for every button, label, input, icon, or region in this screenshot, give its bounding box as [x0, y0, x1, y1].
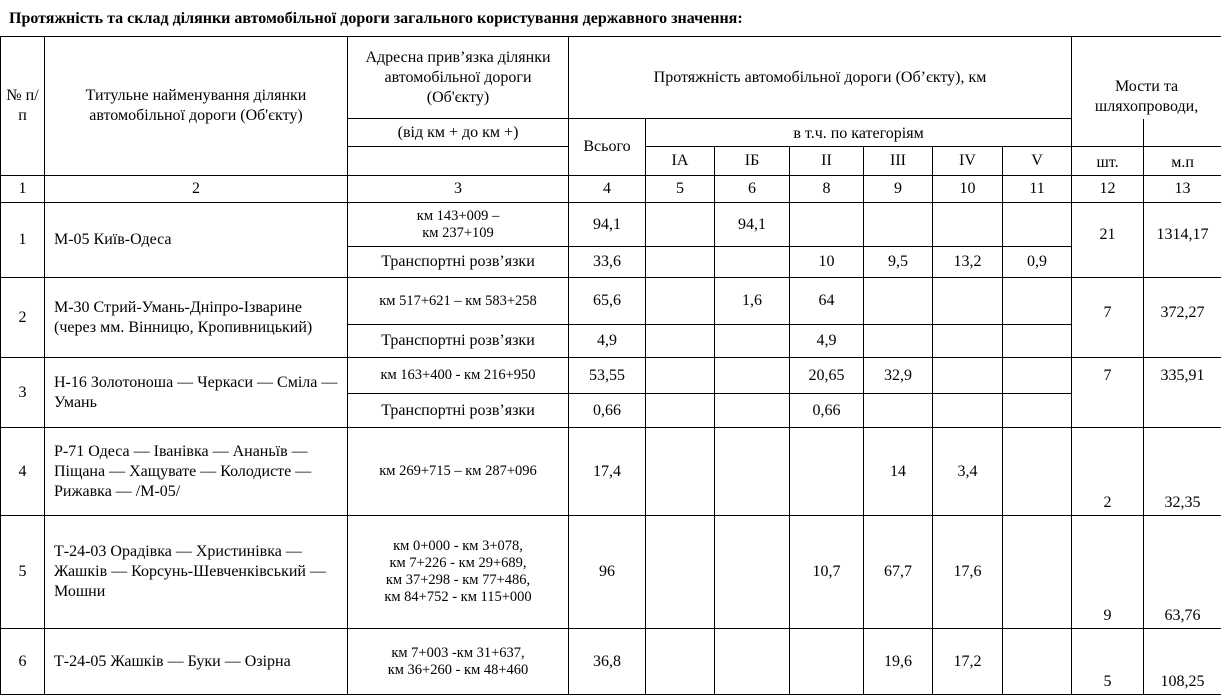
col-number: 4	[569, 176, 646, 203]
col-number: 6	[715, 176, 790, 203]
row-cat-4: 17,6	[933, 516, 1003, 629]
row-cat-1a	[646, 629, 715, 695]
row-sub-total: 0,66	[569, 394, 646, 428]
row-cat-1b	[715, 629, 790, 695]
row-bridges-spacer	[1072, 325, 1144, 358]
header-cat-3: ІІІ	[864, 147, 933, 176]
row-num: 2	[1, 278, 45, 358]
header-bridges-spacer-1	[1072, 119, 1144, 147]
road-composition-table	[0, 36, 1221, 695]
row-address: км 163+400 - км 216+950	[348, 358, 569, 394]
row-cat-4	[933, 203, 1003, 247]
row-sub-cat-1b	[715, 325, 790, 358]
header-num: № п/п	[1, 37, 45, 176]
row-sub-cat-1a	[646, 325, 715, 358]
row-sub-cat-5: 0,9	[1003, 247, 1072, 278]
row-cat-3: 67,7	[864, 516, 933, 629]
row-sub-cat-1b	[715, 247, 790, 278]
row-sub-total: 4,9	[569, 325, 646, 358]
row-sub-cat-3	[864, 325, 933, 358]
document-title: Протяжність та склад ділянки автомобільної дороги загального користування державного значення:	[9, 10, 743, 27]
row-address: км 143+009 – км 237+109	[348, 203, 569, 247]
row-name: Т-24-03 Орадівка — Христинівка — Жашків — Корсунь-Шевченківський — Мошни	[45, 516, 348, 629]
row-cat-3: 14	[864, 428, 933, 516]
row-cat-1b	[715, 516, 790, 629]
row-name: М-30 Стрий-Умань-Дніпро-Ізварине (через мм. Вінницю, Кропивницький)	[45, 278, 348, 358]
row-bridges-length: 32,35	[1144, 428, 1221, 516]
header-bridges-count: шт.	[1072, 147, 1144, 176]
row-name: Н-16 Золотоноша — Черкаси — Сміла — Умань	[45, 358, 348, 428]
row-address: км 0+000 - км 3+078, км 7+226 - км 29+689, км 37+298 - км 77+486, км 84+752 - км 115+000	[348, 516, 569, 629]
header-cat-4: ІV	[933, 147, 1003, 176]
row-sub-cat-4	[933, 394, 1003, 428]
header-bridges-length: м.п	[1144, 147, 1221, 176]
row-cat-1b	[715, 428, 790, 516]
row-cat-2: 10,7	[790, 516, 864, 629]
row-address: км 269+715 – км 287+096	[348, 428, 569, 516]
row-num: 3	[1, 358, 45, 428]
row-name: М-05 Київ-Одеса	[45, 203, 348, 278]
col-number: 1	[1, 176, 45, 203]
row-bridges-count: 7	[1072, 278, 1144, 325]
row-sub-address: Транспортні розв’язки	[348, 325, 569, 358]
row-cat-4	[933, 358, 1003, 394]
row-cat-3	[864, 278, 933, 325]
col-number: 12	[1072, 176, 1144, 203]
col-number: 5	[646, 176, 715, 203]
row-bridges-length: 108,25	[1144, 629, 1221, 695]
row-address: км 517+621 – км 583+258	[348, 278, 569, 325]
row-cat-5	[1003, 516, 1072, 629]
row-cat-1b: 1,6	[715, 278, 790, 325]
row-name: Т-24-05 Жашків — Буки — Озірна	[45, 629, 348, 695]
row-cat-5	[1003, 358, 1072, 394]
row-cat-1a	[646, 358, 715, 394]
row-sub-cat-4: 13,2	[933, 247, 1003, 278]
row-num: 4	[1, 428, 45, 516]
row-num: 1	[1, 203, 45, 278]
row-total: 96	[569, 516, 646, 629]
row-name: Р-71 Одеса — Іванівка — Ананьїв — Піщана — Хащувате — Колодисте — Рижавка — /М-05/	[45, 428, 348, 516]
header-name: Титульне найменування ділянки автомобільної дороги (Об'єкту)	[45, 37, 348, 176]
row-sub-cat-5	[1003, 325, 1072, 358]
header-cat-2: ІІ	[790, 147, 864, 176]
header-address-blank	[348, 147, 569, 176]
row-sub-cat-5	[1003, 394, 1072, 428]
row-cat-4	[933, 278, 1003, 325]
row-cat-3: 32,9	[864, 358, 933, 394]
row-cat-5	[1003, 278, 1072, 325]
row-cat-3: 19,6	[864, 629, 933, 695]
row-cat-1a	[646, 203, 715, 247]
header-cat-1b: ІБ	[715, 147, 790, 176]
col-number: 9	[864, 176, 933, 203]
row-bridges-spacer	[1144, 394, 1221, 428]
row-sub-cat-1a	[646, 394, 715, 428]
row-bridges-spacer	[1072, 394, 1144, 428]
row-bridges-count: 21	[1072, 203, 1144, 247]
row-cat-4: 3,4	[933, 428, 1003, 516]
row-cat-4: 17,2	[933, 629, 1003, 695]
col-number: 2	[45, 176, 348, 203]
row-bridges-length: 1314,17	[1144, 203, 1221, 247]
row-bridges-length: 335,91	[1144, 358, 1221, 394]
col-number: 13	[1144, 176, 1221, 203]
row-sub-cat-2: 0,66	[790, 394, 864, 428]
header-address: Адресна прив’язка ділянки автомобільної дороги (Об'єкту)	[348, 37, 569, 119]
header-bridges-spacer-2	[1144, 119, 1221, 147]
row-cat-2	[790, 203, 864, 247]
header-total: Всього	[569, 119, 646, 176]
row-cat-2	[790, 428, 864, 516]
row-cat-1a	[646, 516, 715, 629]
row-sub-cat-1b	[715, 394, 790, 428]
header-address-sub: (від км + до км +)	[348, 119, 569, 147]
row-bridges-length: 372,27	[1144, 278, 1221, 325]
row-sub-cat-4	[933, 325, 1003, 358]
row-cat-2: 20,65	[790, 358, 864, 394]
row-cat-3	[864, 203, 933, 247]
row-sub-address: Транспортні розв’язки	[348, 247, 569, 278]
row-num: 6	[1, 629, 45, 695]
row-bridges-length: 63,76	[1144, 516, 1221, 629]
row-cat-2: 64	[790, 278, 864, 325]
row-cat-5	[1003, 629, 1072, 695]
header-length: Протяжність автомобільної дороги (Об’єкту), км	[569, 37, 1072, 119]
row-total: 17,4	[569, 428, 646, 516]
row-cat-5	[1003, 428, 1072, 516]
row-sub-cat-2: 4,9	[790, 325, 864, 358]
header-by-category: в т.ч. по категоріям	[646, 119, 1072, 147]
header-cat-1a: ІА	[646, 147, 715, 176]
row-sub-address: Транспортні розв’язки	[348, 394, 569, 428]
row-bridges-count: 7	[1072, 358, 1144, 394]
row-bridges-spacer	[1144, 325, 1221, 358]
row-total: 65,6	[569, 278, 646, 325]
row-cat-1a	[646, 278, 715, 325]
header-cat-5: V	[1003, 147, 1072, 176]
row-sub-cat-1a	[646, 247, 715, 278]
row-cat-5	[1003, 203, 1072, 247]
row-sub-cat-2: 10	[790, 247, 864, 278]
col-number: 10	[933, 176, 1003, 203]
header-bridges: Мости та шляхопроводи,	[1072, 37, 1221, 119]
row-bridges-count: 2	[1072, 428, 1144, 516]
row-cat-2	[790, 629, 864, 695]
col-number: 8	[790, 176, 864, 203]
row-bridges-spacer	[1144, 247, 1221, 278]
row-cat-1a	[646, 428, 715, 516]
row-bridges-count: 9	[1072, 516, 1144, 629]
row-total: 36,8	[569, 629, 646, 695]
row-total: 94,1	[569, 203, 646, 247]
row-bridges-count: 5	[1072, 629, 1144, 695]
row-sub-total: 33,6	[569, 247, 646, 278]
row-sub-cat-3: 9,5	[864, 247, 933, 278]
row-total: 53,55	[569, 358, 646, 394]
col-number: 3	[348, 176, 569, 203]
row-num: 5	[1, 516, 45, 629]
row-cat-1b	[715, 358, 790, 394]
row-sub-cat-3	[864, 394, 933, 428]
row-cat-1b: 94,1	[715, 203, 790, 247]
row-bridges-spacer	[1072, 247, 1144, 278]
row-address: км 7+003 -км 31+637, км 36+260 - км 48+460	[348, 629, 569, 695]
col-number: 11	[1003, 176, 1072, 203]
